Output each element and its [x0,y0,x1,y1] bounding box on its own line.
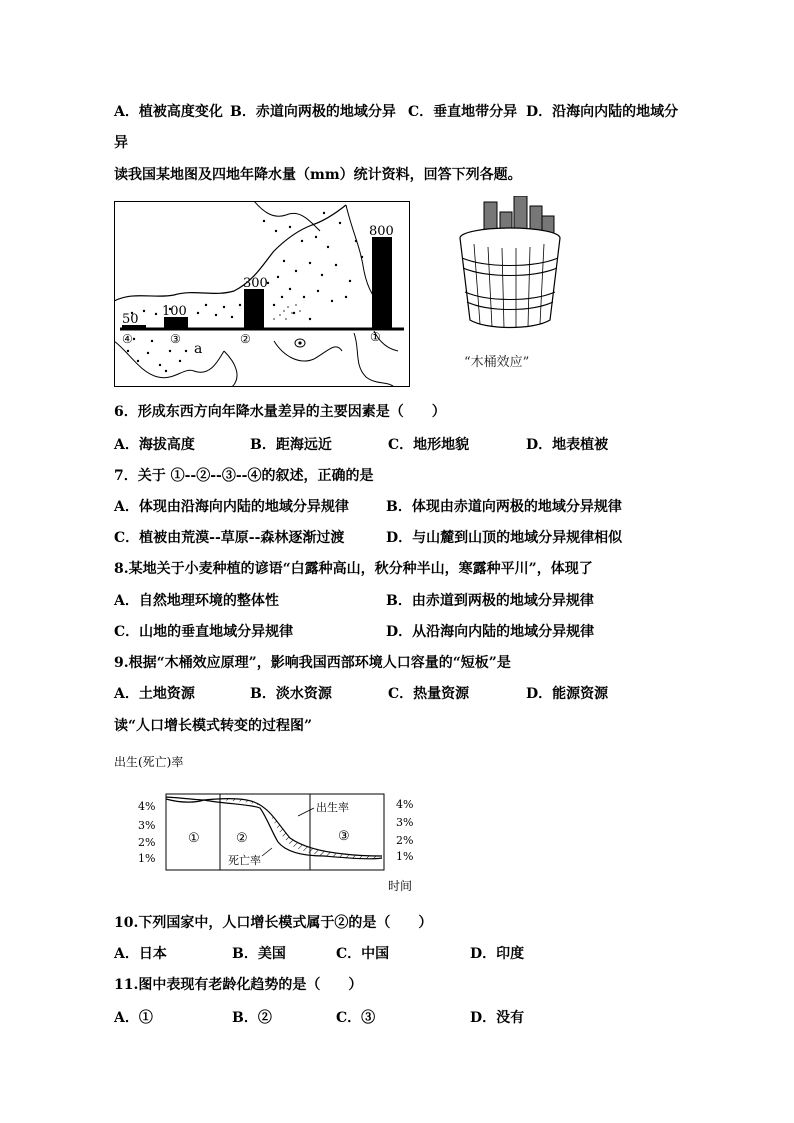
q5-option-c: C．垂直地带分异 [408,104,518,120]
q7-option-a: A．体现由沿海向内陆的地域分异规律 [114,499,349,515]
q7-option-c: C．植被由荒漠--草原--森林逐渐过渡 [114,530,345,546]
q10-stem: 10.下列国家中，人口增长模式属于②的是（ ） [114,915,433,931]
q6-option-b: B．距海远近 [250,437,332,453]
q11-option-d: D．没有 [470,1010,525,1026]
stage-3-label: ③ [338,829,350,844]
q5-option-a: A．植被高度变化 [114,104,223,120]
q6-option-d: D．地表植被 [526,437,609,453]
q6-option-a: A．海拔高度 [114,437,195,453]
map-intro: 读我国某地图及四地年降水量（mm）统计资料，回答下列各题。 [114,167,522,183]
stage-2-label: ② [236,831,248,846]
q8-option-c: C．山地的垂直地域分异规律 [114,624,294,640]
q7-option-d: D．与山麓到山顶的地域分异规律相似 [386,530,623,546]
q10-option-b: B．美国 [232,946,286,962]
q5-option-d-wrap: 异 [114,135,128,151]
y-tick-3-left: 3% [138,819,156,832]
y-tick-4-left: 4% [138,800,156,813]
q7-stem: 7．关于 ①--②--③--④的叙述，正确的是 [114,468,374,484]
map-point-2: ② [240,332,251,346]
q9-option-c: C．热量资源 [388,686,470,702]
q6-option-c: C．地形地貌 [388,437,470,453]
y-tick-1-right: 1% [396,850,414,863]
bar-value-3: 300 [243,276,268,291]
q9-option-a: A．土地资源 [114,686,195,702]
y-tick-4-right: 4% [396,798,414,811]
bar-value-2: 100 [162,304,187,319]
map-region-a: a [194,341,203,357]
population-y-title: 出生(死亡)率 [114,755,184,769]
y-tick-3-right: 3% [396,816,414,829]
q9-stem: 9.根据“木桶效应原理”，影响我国西部环境人口容量的“短板”是 [114,655,511,671]
barrel-caption: “木桶效应” [464,355,530,370]
q11-option-b: B．② [232,1010,272,1026]
bar-value-4: 800 [369,224,394,239]
q8-stem: 8.某地关于小麦种植的谚语“白露种高山，秋分种半山，寒露种平川”，体现了 [114,561,593,577]
death-rate-label: 死亡率 [228,854,261,867]
q11-option-c: C．③ [336,1010,376,1026]
q7-option-b: B．体现由赤道向两极的地域分异规律 [386,499,622,515]
barrel-illustration [450,196,570,374]
y-tick-1-left: 1% [138,852,156,865]
map-figure [114,201,410,387]
bar-value-1: 50 [122,312,139,327]
stage-1-label: ① [188,831,200,846]
birth-rate-label: 出生率 [316,801,349,814]
q10-option-c: C．中国 [336,946,390,962]
q10-option-a: A．日本 [114,946,167,962]
q11-stem: 11.图中表现有老龄化趋势的是（ ） [114,977,363,993]
q10-option-d: D．印度 [470,946,525,962]
q9-option-d: D．能源资源 [526,686,609,702]
population-transition-chart [114,750,424,896]
population-intro: 读“人口增长模式转变的过程图” [114,718,313,734]
q8-option-a: A．自然地理环境的整体性 [114,593,279,609]
map-point-4: ④ [122,332,133,346]
q5-option-d: D．沿海向内陆的地域分 [526,104,679,120]
y-tick-2-left: 2% [138,836,156,849]
q5-option-b: B．赤道向两极的地域分异 [230,104,396,120]
q8-option-d: D．从沿海向内陆的地域分异规律 [386,624,595,640]
q9-option-b: B．淡水资源 [250,686,332,702]
population-x-title: 时间 [388,879,413,893]
map-point-1: ① [370,330,381,344]
q8-option-b: B．由赤道到两极的地域分异规律 [386,593,594,609]
q11-option-a: A．① [114,1010,153,1026]
q6-stem: 6．形成东西方向年降水量差异的主要因素是（ ） [114,404,446,420]
y-tick-2-right: 2% [396,834,414,847]
map-point-3: ③ [170,332,181,346]
